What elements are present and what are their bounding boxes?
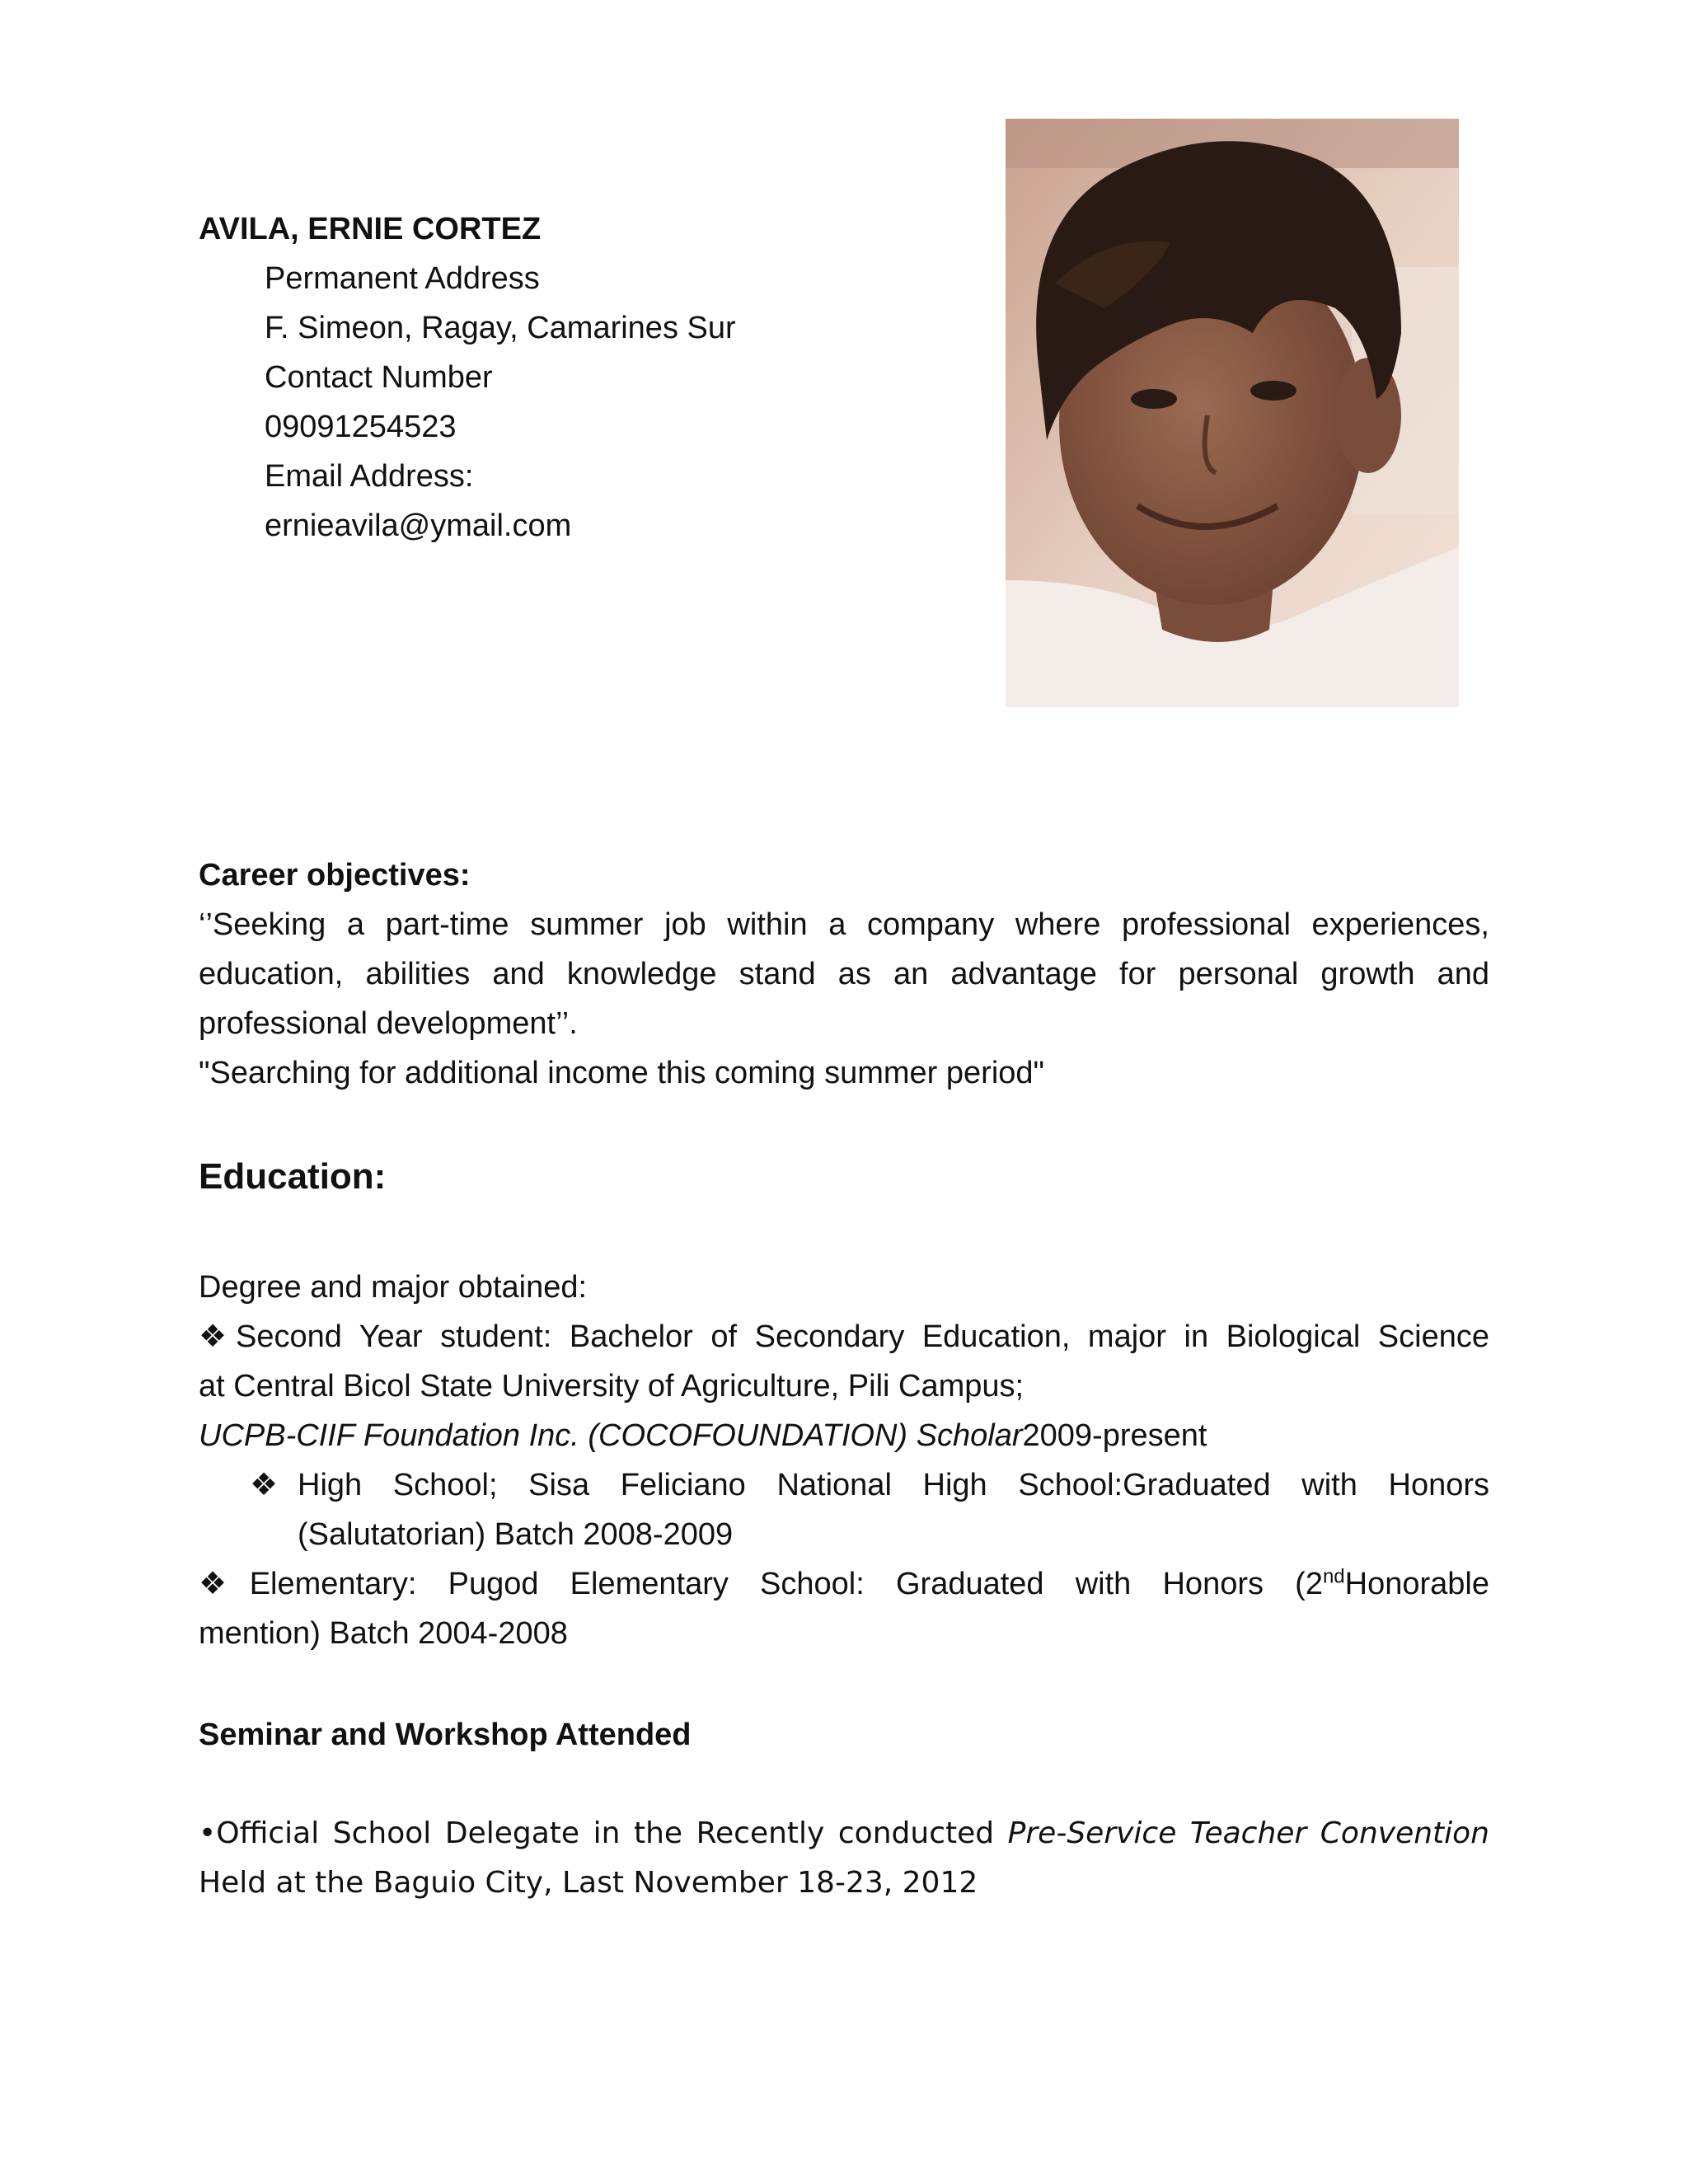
education-elementary (199, 1559, 1489, 1658)
seminar-text (199, 1809, 1489, 1908)
career-line: education, abilities and knowledge stand as an advantage for personal growth and (199, 957, 1489, 991)
applicant-name: AVILA, ERNIE CORTEZ (199, 212, 542, 246)
contact-address-value: F. Simeon, Ragay, Camarines Sur (265, 311, 736, 345)
portrait-photo-icon (1006, 119, 1459, 707)
contact-block (265, 254, 736, 551)
education-heading: Education: (199, 1156, 387, 1197)
seminar-line: Held at the Baguio City, Last November 18-23, 2012 (199, 1866, 978, 1900)
scholarship-name: UCPB-CIIF Foundation Inc. (COCOFOUNDATION) Scholar (199, 1418, 1023, 1453)
career-line: "Searching for additional income this coming summer period" (199, 1056, 1045, 1090)
contact-number-value: 09091254523 (265, 410, 457, 444)
diamond-bullet-icon: ❖ (250, 1468, 279, 1502)
scholarship-period: 2009-present (1022, 1418, 1207, 1453)
career-objectives-text (199, 900, 1489, 1098)
contact-address-label: Permanent Address (265, 261, 540, 296)
contact-number-label: Contact Number (265, 360, 493, 395)
high-school-line: High School; Sisa Feliciano National High School:Graduated with Honors (298, 1468, 1489, 1502)
career-line: ‘’Seeking a part-time summer job within a company where professional experiences, (199, 907, 1489, 942)
seminar-line (199, 1809, 1489, 1858)
career-line: professional development’’. (199, 1006, 578, 1041)
degree-label: Degree and major obtained: (199, 1270, 588, 1305)
elementary-line (199, 1559, 1489, 1609)
elementary-text: Honorable (1344, 1567, 1489, 1601)
contact-email-value: ernieavila@ymail.com (265, 509, 572, 543)
contact-email-label: Email Address: (265, 459, 474, 494)
education-college (199, 1312, 1489, 1411)
college-line: at Central Bicol State University of Agriculture, Pili Campus; (199, 1369, 1025, 1404)
high-school-text (298, 1460, 1489, 1559)
seminar-text-part: •Official School Delegate in the Recently conducted (199, 1816, 1008, 1850)
high-school-line: (Salutatorian) Batch 2008-2009 (298, 1517, 734, 1552)
convention-name: Pre-Service Teacher Convention (1007, 1816, 1489, 1850)
college-line: ❖Second Year student: Bachelor of Secondary Education, major in Biological Science (199, 1319, 1489, 1354)
ordinal-suffix: nd (1322, 1565, 1345, 1588)
seminar-heading: Seminar and Workshop Attended (199, 1718, 692, 1752)
elementary-line: mention) Batch 2004-2008 (199, 1616, 568, 1651)
elementary-text: ❖Elementary: Pugod Elementary School: Graduated with Honors (2 (199, 1567, 1323, 1601)
scholarship-line (199, 1411, 1207, 1460)
portrait-photo (1006, 119, 1459, 707)
career-objectives-heading: Career objectives: (199, 858, 471, 893)
